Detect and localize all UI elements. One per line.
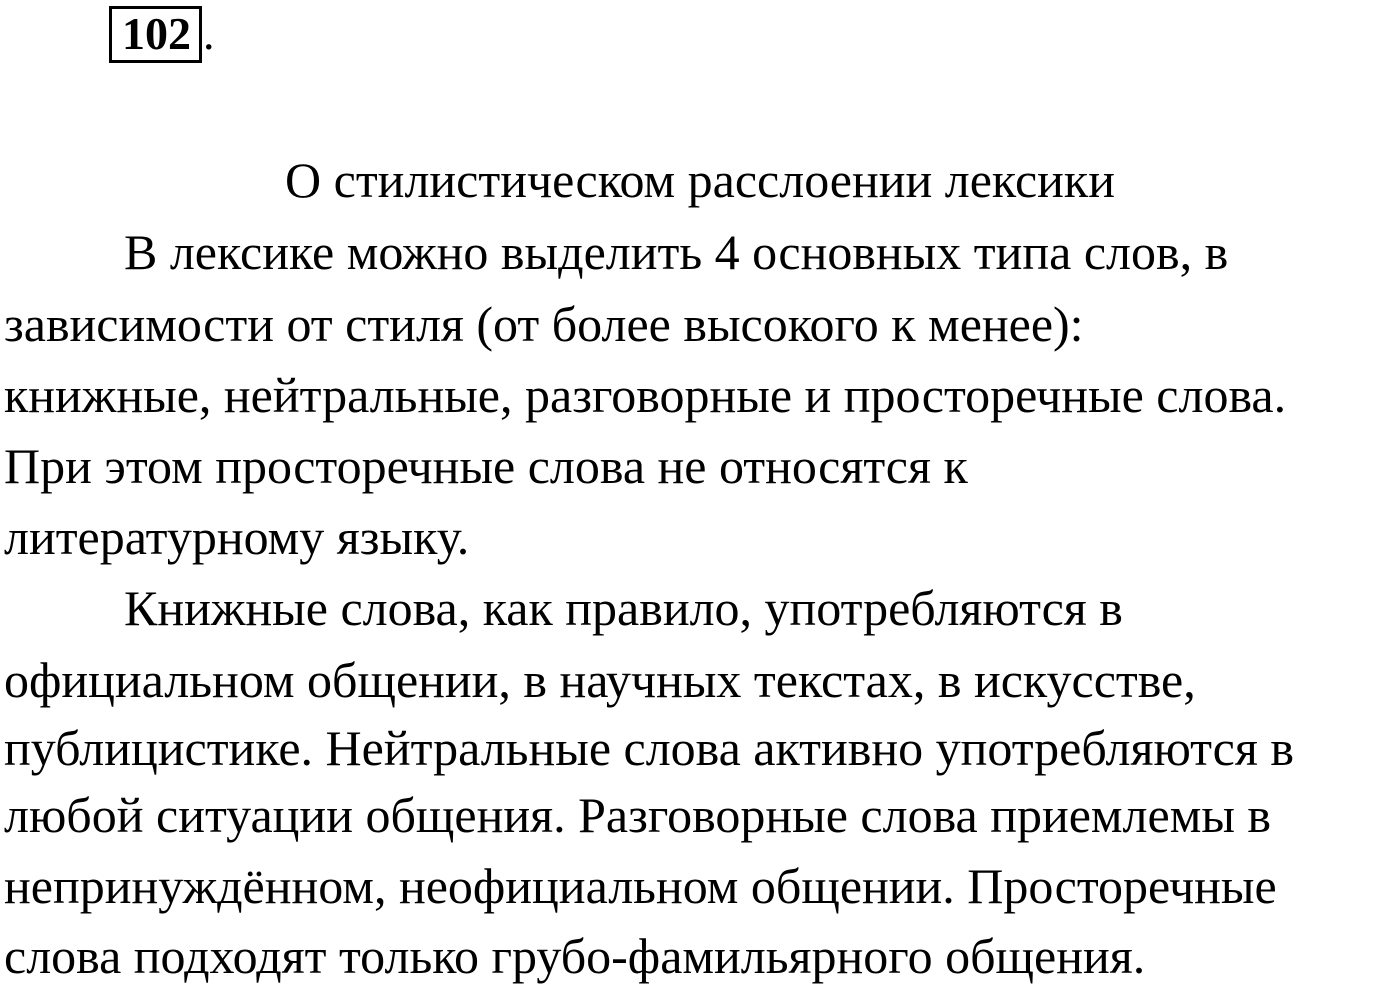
paragraph-2-line-2: официальном общении, в научных текстах, в искусстве, bbox=[4, 652, 1196, 708]
exercise-number-dot: . bbox=[203, 8, 215, 59]
paragraph-1-line-5: литературному языку. bbox=[4, 509, 470, 565]
paragraph-2-line-4: любой ситуации общения. Разговорные слова приемлемы в bbox=[4, 787, 1272, 843]
paragraph-2-line-5: непринуждённом, неофициальном общении. Просторечные bbox=[4, 858, 1277, 914]
paragraph-1-line-3: книжные, нейтральные, разговорные и просторечные слова. bbox=[4, 367, 1287, 423]
paragraph-2-line-3: публицистике. Нейтральные слова активно употребляются в bbox=[4, 720, 1294, 776]
paragraph-1-line-2: зависимости от стиля (от более высокого к менее): bbox=[4, 296, 1084, 352]
text-title: О стилистическом расслоении лексики bbox=[285, 152, 1115, 208]
exercise-number-box: 102 bbox=[109, 6, 202, 63]
paragraph-1-line-1: В лексике можно выделить 4 основных типа слов, в bbox=[124, 224, 1229, 280]
paragraph-2-line-1: Книжные слова, как правило, употребляются в bbox=[124, 580, 1123, 636]
paragraph-1-line-4: При этом просторечные слова не относятся к bbox=[4, 438, 968, 494]
exercise-number bbox=[109, 8, 215, 60]
paragraph-2-line-6: слова подходят только грубо-фамильярного общения. bbox=[4, 928, 1146, 984]
